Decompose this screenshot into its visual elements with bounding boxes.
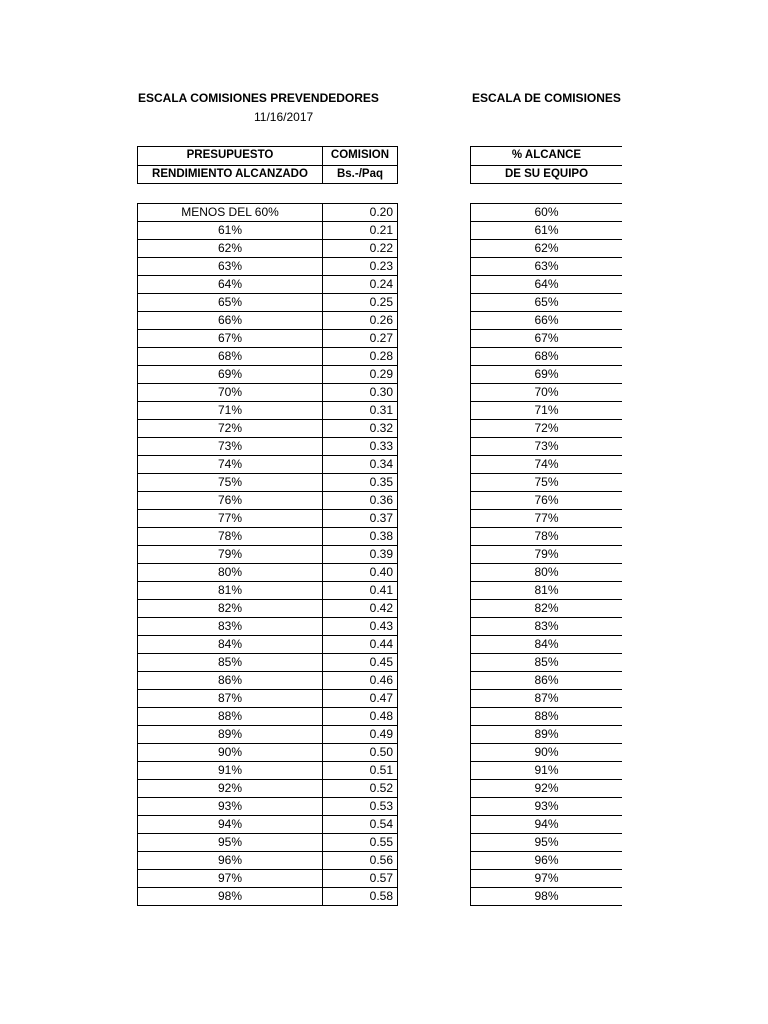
- rendimiento-cell: 73%: [138, 438, 323, 456]
- table-row: [471, 834, 623, 852]
- comision-cell: 0.58: [323, 888, 398, 906]
- rendimiento-cell: 95%: [138, 834, 323, 852]
- table-row: [471, 762, 623, 780]
- comision-cell: 0.26: [323, 312, 398, 330]
- table-row: [471, 258, 623, 276]
- header-rendimiento: RENDIMIENTO ALCANZADO: [138, 165, 323, 184]
- alcance-cell: 62%: [471, 240, 623, 258]
- rendimiento-cell: 65%: [138, 294, 323, 312]
- alcance-cell: 96%: [471, 852, 623, 870]
- comision-cell: 0.23: [323, 258, 398, 276]
- table-row: [471, 654, 623, 672]
- rendimiento-cell: 84%: [138, 636, 323, 654]
- alcance-cell: 84%: [471, 636, 623, 654]
- table-row: [471, 330, 623, 348]
- table-row: [471, 600, 623, 618]
- comision-cell: 0.46: [323, 672, 398, 690]
- right-header-table: [470, 146, 622, 184]
- rendimiento-cell: 77%: [138, 510, 323, 528]
- table-row: [471, 420, 623, 438]
- alcance-cell: 78%: [471, 528, 623, 546]
- table-row: [471, 294, 623, 312]
- header-equipo: DE SU EQUIPO: [471, 165, 623, 184]
- alcance-cell: 80%: [471, 564, 623, 582]
- table-row: [471, 240, 623, 258]
- comision-cell: 0.34: [323, 456, 398, 474]
- alcance-cell: 64%: [471, 276, 623, 294]
- alcance-cell: 65%: [471, 294, 623, 312]
- comision-cell: 0.42: [323, 600, 398, 618]
- table-row: [471, 312, 623, 330]
- comision-cell: 0.45: [323, 654, 398, 672]
- alcance-cell: 77%: [471, 510, 623, 528]
- comision-cell: 0.31: [323, 402, 398, 420]
- comision-cell: 0.20: [323, 204, 398, 222]
- alcance-cell: 69%: [471, 366, 623, 384]
- alcance-cell: 75%: [471, 474, 623, 492]
- rendimiento-cell: 91%: [138, 762, 323, 780]
- table-row: [471, 366, 623, 384]
- comision-cell: 0.36: [323, 492, 398, 510]
- comision-cell: 0.28: [323, 348, 398, 366]
- rendimiento-cell: 89%: [138, 726, 323, 744]
- table-row: [471, 708, 623, 726]
- rendimiento-cell: 74%: [138, 456, 323, 474]
- comision-cell: 0.40: [323, 564, 398, 582]
- rendimiento-cell: 70%: [138, 384, 323, 402]
- right-commission-table: [470, 203, 622, 906]
- header-comision: COMISION: [323, 147, 398, 166]
- table-row: [471, 348, 623, 366]
- table-row: [471, 780, 623, 798]
- header-unit: Bs.-/Paq: [323, 165, 398, 184]
- header-alcance: % ALCANCE: [471, 147, 623, 166]
- rendimiento-cell: 61%: [138, 222, 323, 240]
- left-table-title: ESCALA COMISIONES PREVENDEDORES: [138, 91, 379, 105]
- table-row: [471, 204, 623, 222]
- comision-cell: 0.37: [323, 510, 398, 528]
- alcance-cell: 68%: [471, 348, 623, 366]
- rendimiento-cell: MENOS DEL 60%: [138, 204, 323, 222]
- table-row: [471, 816, 623, 834]
- rendimiento-cell: 96%: [138, 852, 323, 870]
- alcance-cell: 83%: [471, 618, 623, 636]
- rendimiento-cell: 88%: [138, 708, 323, 726]
- alcance-cell: 71%: [471, 402, 623, 420]
- table-row: [471, 222, 623, 240]
- alcance-cell: 74%: [471, 456, 623, 474]
- rendimiento-cell: 68%: [138, 348, 323, 366]
- table-row: [471, 726, 623, 744]
- table-row: [471, 582, 623, 600]
- table-row: [471, 384, 623, 402]
- rendimiento-cell: 90%: [138, 744, 323, 762]
- table-row: [471, 744, 623, 762]
- comision-cell: 0.33: [323, 438, 398, 456]
- rendimiento-cell: 98%: [138, 888, 323, 906]
- rendimiento-cell: 85%: [138, 654, 323, 672]
- table-row: [471, 402, 623, 420]
- comision-cell: 0.25: [323, 294, 398, 312]
- comision-cell: 0.24: [323, 276, 398, 294]
- alcance-cell: 89%: [471, 726, 623, 744]
- rendimiento-cell: 83%: [138, 618, 323, 636]
- comision-cell: 0.43: [323, 618, 398, 636]
- table-row: [471, 690, 623, 708]
- comision-cell: 0.54: [323, 816, 398, 834]
- table-row: [471, 474, 623, 492]
- document-date: 11/16/2017: [254, 110, 314, 124]
- rendimiento-cell: 86%: [138, 672, 323, 690]
- header-presupuesto: PRESUPUESTO: [138, 147, 323, 166]
- table-row: [471, 528, 623, 546]
- comision-cell: 0.48: [323, 708, 398, 726]
- alcance-cell: 97%: [471, 870, 623, 888]
- comision-cell: 0.44: [323, 636, 398, 654]
- alcance-cell: 70%: [471, 384, 623, 402]
- rendimiento-cell: 78%: [138, 528, 323, 546]
- right-table-title: ESCALA DE COMISIONES: [472, 91, 621, 105]
- comision-cell: 0.55: [323, 834, 398, 852]
- comision-cell: 0.49: [323, 726, 398, 744]
- rendimiento-cell: 79%: [138, 546, 323, 564]
- rendimiento-cell: 71%: [138, 402, 323, 420]
- comision-cell: 0.27: [323, 330, 398, 348]
- rendimiento-cell: 82%: [138, 600, 323, 618]
- table-row: [471, 438, 623, 456]
- rendimiento-cell: 81%: [138, 582, 323, 600]
- alcance-cell: 60%: [471, 204, 623, 222]
- comision-cell: 0.39: [323, 546, 398, 564]
- alcance-cell: 76%: [471, 492, 623, 510]
- rendimiento-cell: 69%: [138, 366, 323, 384]
- table-row: [471, 870, 623, 888]
- alcance-cell: 66%: [471, 312, 623, 330]
- table-row: [471, 276, 623, 294]
- table-row: [471, 492, 623, 510]
- comision-cell: 0.56: [323, 852, 398, 870]
- alcance-cell: 91%: [471, 762, 623, 780]
- alcance-cell: 94%: [471, 816, 623, 834]
- alcance-cell: 93%: [471, 798, 623, 816]
- rendimiento-cell: 76%: [138, 492, 323, 510]
- alcance-cell: 72%: [471, 420, 623, 438]
- rendimiento-cell: 72%: [138, 420, 323, 438]
- comision-cell: 0.47: [323, 690, 398, 708]
- alcance-cell: 86%: [471, 672, 623, 690]
- alcance-cell: 61%: [471, 222, 623, 240]
- comision-cell: 0.32: [323, 420, 398, 438]
- table-row: [471, 888, 623, 906]
- comision-cell: 0.30: [323, 384, 398, 402]
- table-row: [471, 798, 623, 816]
- comision-cell: 0.22: [323, 240, 398, 258]
- comision-cell: 0.29: [323, 366, 398, 384]
- rendimiento-cell: 62%: [138, 240, 323, 258]
- rendimiento-cell: 94%: [138, 816, 323, 834]
- table-row: [471, 672, 623, 690]
- rendimiento-cell: 97%: [138, 870, 323, 888]
- alcance-cell: 98%: [471, 888, 623, 906]
- rendimiento-cell: 66%: [138, 312, 323, 330]
- table-row: [471, 618, 623, 636]
- alcance-cell: 67%: [471, 330, 623, 348]
- table-row: [471, 546, 623, 564]
- table-row: [471, 510, 623, 528]
- alcance-cell: 87%: [471, 690, 623, 708]
- alcance-cell: 81%: [471, 582, 623, 600]
- alcance-cell: 82%: [471, 600, 623, 618]
- alcance-cell: 73%: [471, 438, 623, 456]
- rendimiento-cell: 92%: [138, 780, 323, 798]
- alcance-cell: 92%: [471, 780, 623, 798]
- rendimiento-cell: 80%: [138, 564, 323, 582]
- table-row: [471, 564, 623, 582]
- rendimiento-cell: 75%: [138, 474, 323, 492]
- comision-cell: 0.53: [323, 798, 398, 816]
- comision-cell: 0.38: [323, 528, 398, 546]
- rendimiento-cell: 67%: [138, 330, 323, 348]
- alcance-cell: 95%: [471, 834, 623, 852]
- rendimiento-cell: 93%: [138, 798, 323, 816]
- comision-cell: 0.35: [323, 474, 398, 492]
- comision-cell: 0.50: [323, 744, 398, 762]
- table-row: [471, 456, 623, 474]
- alcance-cell: 90%: [471, 744, 623, 762]
- table-row: [471, 852, 623, 870]
- comision-cell: 0.57: [323, 870, 398, 888]
- rendimiento-cell: 64%: [138, 276, 323, 294]
- alcance-cell: 85%: [471, 654, 623, 672]
- comision-cell: 0.52: [323, 780, 398, 798]
- comision-cell: 0.51: [323, 762, 398, 780]
- comision-cell: 0.41: [323, 582, 398, 600]
- comision-cell: 0.21: [323, 222, 398, 240]
- table-row: [471, 636, 623, 654]
- alcance-cell: 63%: [471, 258, 623, 276]
- alcance-cell: 79%: [471, 546, 623, 564]
- alcance-cell: 88%: [471, 708, 623, 726]
- rendimiento-cell: 63%: [138, 258, 323, 276]
- rendimiento-cell: 87%: [138, 690, 323, 708]
